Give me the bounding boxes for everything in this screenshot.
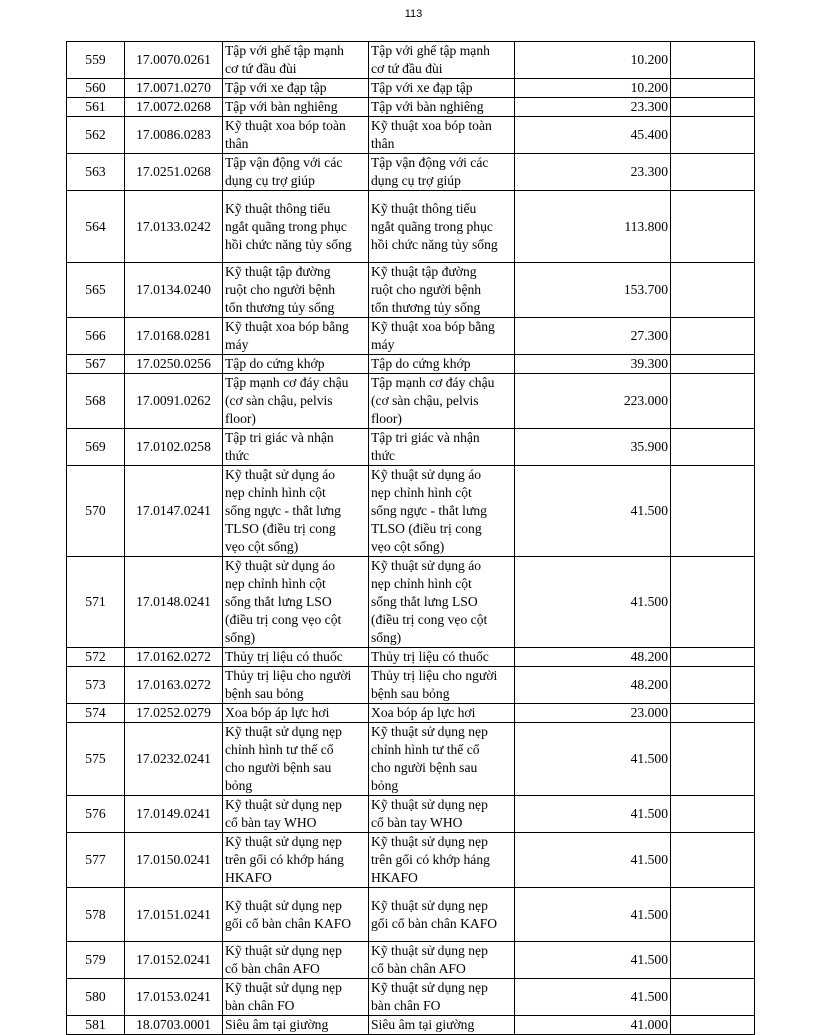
service-code: 17.0250.0256 bbox=[125, 355, 223, 374]
table-row bbox=[67, 667, 755, 704]
service-name: Kỹ thuật sử dụng nẹp cổ bàn tay WHO bbox=[223, 796, 369, 833]
service-code: 17.0134.0240 bbox=[125, 263, 223, 318]
price: 41.500 bbox=[515, 723, 671, 796]
table-row bbox=[67, 429, 755, 466]
price: 41.500 bbox=[515, 833, 671, 888]
service-code: 17.0152.0241 bbox=[125, 942, 223, 979]
row-number: 570 bbox=[67, 466, 125, 557]
price: 35.900 bbox=[515, 429, 671, 466]
service-code: 17.0232.0241 bbox=[125, 723, 223, 796]
service-name-approved: Kỹ thuật sử dụng nẹp cổ bàn tay WHO bbox=[369, 796, 515, 833]
service-name-approved: Kỹ thuật thông tiểu ngắt quãng trong phục hồi chức năng tủy sống bbox=[369, 191, 515, 263]
note bbox=[671, 942, 755, 979]
service-code: 17.0150.0241 bbox=[125, 833, 223, 888]
price: 23.300 bbox=[515, 98, 671, 117]
price-table bbox=[66, 41, 755, 1035]
price: 10.200 bbox=[515, 42, 671, 79]
service-name: Thủy trị liệu có thuốc bbox=[223, 648, 369, 667]
note bbox=[671, 648, 755, 667]
service-code: 18.0703.0001 bbox=[125, 1016, 223, 1035]
table-row bbox=[67, 557, 755, 648]
service-name-approved: Kỹ thuật xoa bóp bằng máy bbox=[369, 318, 515, 355]
note bbox=[671, 833, 755, 888]
note bbox=[671, 355, 755, 374]
note bbox=[671, 1016, 755, 1035]
note bbox=[671, 429, 755, 466]
note bbox=[671, 42, 755, 79]
service-code: 17.0163.0272 bbox=[125, 667, 223, 704]
service-name-approved: Siêu âm tại giường bbox=[369, 1016, 515, 1035]
service-name: Kỹ thuật sử dụng nẹp trên gối có khớp háng HKAFO bbox=[223, 833, 369, 888]
price: 223.000 bbox=[515, 374, 671, 429]
row-number: 569 bbox=[67, 429, 125, 466]
page-number: 113 bbox=[404, 8, 423, 20]
row-number: 559 bbox=[67, 42, 125, 79]
service-name: Tập do cứng khớp bbox=[223, 355, 369, 374]
table-body bbox=[67, 42, 755, 1035]
table-row bbox=[67, 466, 755, 557]
service-name-approved: Tập vận động với các dụng cụ trợ giúp bbox=[369, 154, 515, 191]
row-number: 561 bbox=[67, 98, 125, 117]
service-name: Kỹ thuật thông tiểu ngắt quãng trong phục hồi chức năng tủy sống bbox=[223, 191, 369, 263]
service-code: 17.0070.0261 bbox=[125, 42, 223, 79]
row-number: 566 bbox=[67, 318, 125, 355]
row-number: 574 bbox=[67, 704, 125, 723]
service-name-approved: Tập với bàn nghiêng bbox=[369, 98, 515, 117]
table-row bbox=[67, 979, 755, 1016]
row-number: 580 bbox=[67, 979, 125, 1016]
table-row bbox=[67, 833, 755, 888]
service-name: Kỹ thuật sử dụng nẹp cổ bàn chân AFO bbox=[223, 942, 369, 979]
service-name-approved: Kỹ thuật tập đường ruột cho người bệnh tổn thương tủy sống bbox=[369, 263, 515, 318]
note bbox=[671, 979, 755, 1016]
note bbox=[671, 704, 755, 723]
note bbox=[671, 79, 755, 98]
table-row bbox=[67, 796, 755, 833]
table-row bbox=[67, 117, 755, 154]
price: 23.000 bbox=[515, 704, 671, 723]
table-row bbox=[67, 942, 755, 979]
note bbox=[671, 888, 755, 942]
table-row bbox=[67, 648, 755, 667]
table-row bbox=[67, 355, 755, 374]
service-code: 17.0086.0283 bbox=[125, 117, 223, 154]
price: 41.500 bbox=[515, 466, 671, 557]
row-number: 564 bbox=[67, 191, 125, 263]
service-name: Xoa bóp áp lực hơi bbox=[223, 704, 369, 723]
row-number: 578 bbox=[67, 888, 125, 942]
row-number: 581 bbox=[67, 1016, 125, 1035]
service-name-approved: Kỹ thuật sử dụng áo nẹp chỉnh hình cột sống thắt lưng LSO (điều trị cong vẹo cột sống) bbox=[369, 557, 515, 648]
service-name-approved: Thủy trị liệu có thuốc bbox=[369, 648, 515, 667]
note bbox=[671, 796, 755, 833]
service-name: Kỹ thuật sử dụng áo nẹp chỉnh hình cột sống ngực - thắt lưng TLSO (điều trị cong vẹo cột sống) bbox=[223, 466, 369, 557]
service-name: Thủy trị liệu cho người bệnh sau bỏng bbox=[223, 667, 369, 704]
note bbox=[671, 98, 755, 117]
service-code: 17.0149.0241 bbox=[125, 796, 223, 833]
price: 113.800 bbox=[515, 191, 671, 263]
service-code: 17.0147.0241 bbox=[125, 466, 223, 557]
service-name: Tập với xe đạp tập bbox=[223, 79, 369, 98]
service-code: 17.0151.0241 bbox=[125, 888, 223, 942]
price: 39.300 bbox=[515, 355, 671, 374]
row-number: 573 bbox=[67, 667, 125, 704]
service-name-approved: Kỹ thuật sử dụng nẹp chỉnh hình tư thế cổ cho người bệnh sau bỏng bbox=[369, 723, 515, 796]
service-name: Kỹ thuật sử dụng áo nẹp chỉnh hình cột sống thắt lưng LSO (điều trị cong vẹo cột sống) bbox=[223, 557, 369, 648]
service-name-approved: Kỹ thuật sử dụng nẹp cổ bàn chân AFO bbox=[369, 942, 515, 979]
service-name-approved: Thủy trị liệu cho người bệnh sau bỏng bbox=[369, 667, 515, 704]
row-number: 572 bbox=[67, 648, 125, 667]
service-code: 17.0102.0258 bbox=[125, 429, 223, 466]
table-row bbox=[67, 98, 755, 117]
row-number: 571 bbox=[67, 557, 125, 648]
service-name-approved: Tập với ghế tập mạnh cơ tứ đầu đùi bbox=[369, 42, 515, 79]
note bbox=[671, 723, 755, 796]
price: 48.200 bbox=[515, 648, 671, 667]
service-name: Tập mạnh cơ đáy chậu (cơ sàn chậu, pelvis floor) bbox=[223, 374, 369, 429]
service-name: Kỹ thuật sử dụng nẹp chỉnh hình tư thế cổ cho người bệnh sau bỏng bbox=[223, 723, 369, 796]
service-code: 17.0072.0268 bbox=[125, 98, 223, 117]
service-name: Tập vận động với các dụng cụ trợ giúp bbox=[223, 154, 369, 191]
table-row bbox=[67, 318, 755, 355]
service-name-approved: Tập mạnh cơ đáy chậu (cơ sàn chậu, pelvis floor) bbox=[369, 374, 515, 429]
row-number: 563 bbox=[67, 154, 125, 191]
service-name: Tập với bàn nghiêng bbox=[223, 98, 369, 117]
service-name: Kỹ thuật xoa bóp toàn thân bbox=[223, 117, 369, 154]
price: 153.700 bbox=[515, 263, 671, 318]
service-name-approved: Kỹ thuật sử dụng nẹp gối cổ bàn chân KAFO bbox=[369, 888, 515, 942]
table-row bbox=[67, 263, 755, 318]
service-code: 17.0251.0268 bbox=[125, 154, 223, 191]
service-code: 17.0148.0241 bbox=[125, 557, 223, 648]
row-number: 576 bbox=[67, 796, 125, 833]
service-name: Kỹ thuật sử dụng nẹp bàn chân FO bbox=[223, 979, 369, 1016]
service-name-approved: Tập do cứng khớp bbox=[369, 355, 515, 374]
service-name: Tập với ghế tập mạnh cơ tứ đầu đùi bbox=[223, 42, 369, 79]
table-row bbox=[67, 79, 755, 98]
note bbox=[671, 374, 755, 429]
table-row bbox=[67, 723, 755, 796]
service-code: 17.0153.0241 bbox=[125, 979, 223, 1016]
price: 41.500 bbox=[515, 557, 671, 648]
service-name: Kỹ thuật sử dụng nẹp gối cổ bàn chân KAFO bbox=[223, 888, 369, 942]
service-code: 17.0071.0270 bbox=[125, 79, 223, 98]
service-code: 17.0091.0262 bbox=[125, 374, 223, 429]
note bbox=[671, 318, 755, 355]
row-number: 560 bbox=[67, 79, 125, 98]
table-row bbox=[67, 888, 755, 942]
note bbox=[671, 263, 755, 318]
row-number: 565 bbox=[67, 263, 125, 318]
note bbox=[671, 557, 755, 648]
note bbox=[671, 117, 755, 154]
price: 41.500 bbox=[515, 888, 671, 942]
service-name-approved: Kỹ thuật sử dụng nẹp trên gối có khớp háng HKAFO bbox=[369, 833, 515, 888]
service-name: Kỹ thuật tập đường ruột cho người bệnh tổn thương tủy sống bbox=[223, 263, 369, 318]
price: 41.500 bbox=[515, 942, 671, 979]
price: 23.300 bbox=[515, 154, 671, 191]
service-name-approved: Kỹ thuật sử dụng nẹp bàn chân FO bbox=[369, 979, 515, 1016]
price: 41.000 bbox=[515, 1016, 671, 1035]
table-row bbox=[67, 191, 755, 263]
row-number: 567 bbox=[67, 355, 125, 374]
note bbox=[671, 154, 755, 191]
table-row bbox=[67, 374, 755, 429]
table-row bbox=[67, 42, 755, 79]
service-code: 17.0252.0279 bbox=[125, 704, 223, 723]
table-row bbox=[67, 704, 755, 723]
service-name: Siêu âm tại giường bbox=[223, 1016, 369, 1035]
table-row bbox=[67, 1016, 755, 1035]
price: 48.200 bbox=[515, 667, 671, 704]
service-name-approved: Tập với xe đạp tập bbox=[369, 79, 515, 98]
note bbox=[671, 667, 755, 704]
service-name-approved: Xoa bóp áp lực hơi bbox=[369, 704, 515, 723]
price: 41.500 bbox=[515, 979, 671, 1016]
price: 45.400 bbox=[515, 117, 671, 154]
service-name: Tập tri giác và nhận thức bbox=[223, 429, 369, 466]
service-code: 17.0133.0242 bbox=[125, 191, 223, 263]
table-row bbox=[67, 154, 755, 191]
service-name: Kỹ thuật xoa bóp bằng máy bbox=[223, 318, 369, 355]
service-name-approved: Tập tri giác và nhận thức bbox=[369, 429, 515, 466]
price: 27.300 bbox=[515, 318, 671, 355]
row-number: 579 bbox=[67, 942, 125, 979]
price: 10.200 bbox=[515, 79, 671, 98]
service-name-approved: Kỹ thuật xoa bóp toàn thân bbox=[369, 117, 515, 154]
note bbox=[671, 191, 755, 263]
service-code: 17.0168.0281 bbox=[125, 318, 223, 355]
row-number: 562 bbox=[67, 117, 125, 154]
service-name-approved: Kỹ thuật sử dụng áo nẹp chỉnh hình cột sống ngực - thắt lưng TLSO (điều trị cong vẹo cột sống) bbox=[369, 466, 515, 557]
row-number: 568 bbox=[67, 374, 125, 429]
row-number: 577 bbox=[67, 833, 125, 888]
row-number: 575 bbox=[67, 723, 125, 796]
service-code: 17.0162.0272 bbox=[125, 648, 223, 667]
note bbox=[671, 466, 755, 557]
price: 41.500 bbox=[515, 796, 671, 833]
